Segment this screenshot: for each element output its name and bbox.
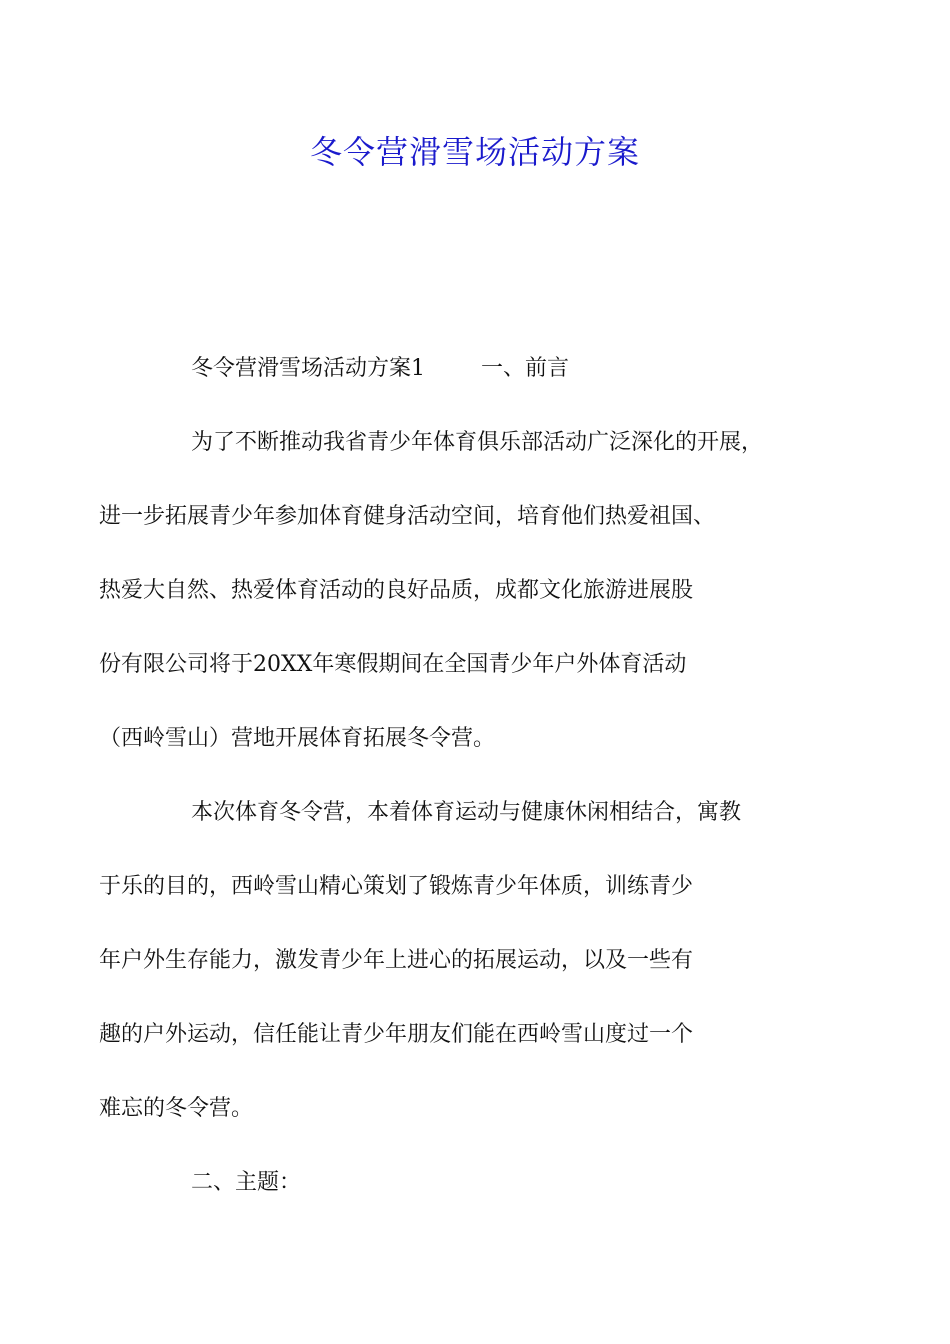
document-title: 冬令营滑雪场活动方案 (309, 133, 640, 171)
paragraph-line: 份有限公司将于20XX年寒假期间在全国青少年户外体育活动 (99, 652, 687, 677)
section-two-label: 二、主题： (191, 1170, 302, 1195)
paragraph-line: 本次体育冬令营，本着体育运动与健康休闲相结合，寓教 (191, 800, 742, 825)
heading-line (145, 332, 829, 406)
paragraph-line: 难忘的冬令营。 (99, 1096, 254, 1121)
heading-part-1: 冬令营滑雪场活动方案1 (191, 356, 425, 381)
paragraph-line: 趣的户外运动，信任能让青少年朋友们能在西岭雪山度过一个 (99, 1022, 694, 1047)
paragraph-camp (99, 776, 829, 1146)
paragraph-line: 年户外生存能力，激发青少年上进心的拓展运动，以及一些有 (99, 948, 694, 973)
heading-part-2: 一、前言 (481, 356, 570, 381)
document-body (99, 332, 829, 1220)
paragraph-line: 进一步拓展青少年参加体育健身活动空间，培育他们热爱祖国、 (99, 504, 716, 529)
paragraph-intro (99, 406, 829, 776)
paragraph-line: （西岭雪山）营地开展体育拓展冬令营。 (99, 726, 496, 751)
paragraph-line: 为了不断推动我省青少年体育俱乐部活动广泛深化的开展， (191, 430, 764, 455)
paragraph-line: 于乐的目的，西岭雪山精心策划了锻炼青少年体质，训练青少 (99, 874, 694, 899)
section-heading-theme (145, 1146, 829, 1220)
paragraph-line: 热爱大自然、热爱体育活动的良好品质，成都文化旅游进展股 (99, 578, 694, 603)
